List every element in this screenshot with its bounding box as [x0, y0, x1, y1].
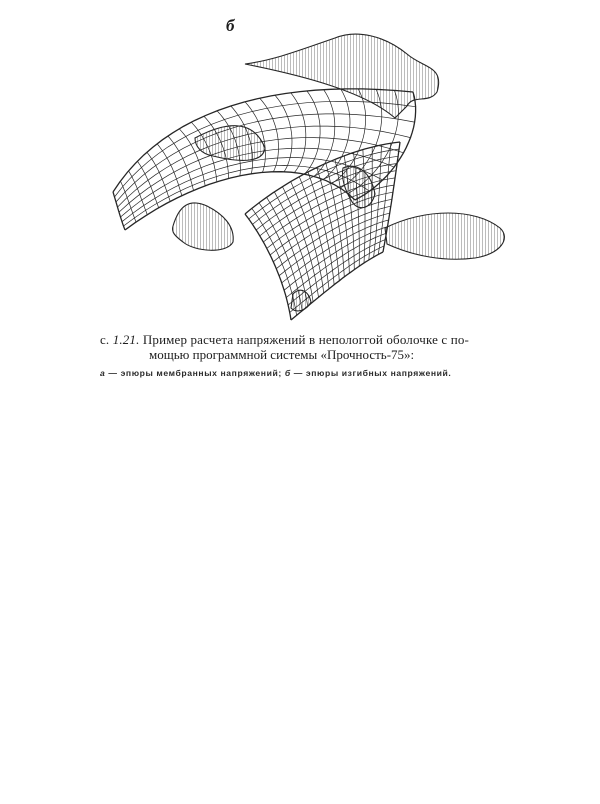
caption-prefix: с. [100, 332, 110, 347]
caption-number: 1.21. [112, 332, 140, 347]
legend-a-text: — эпюры мембранных напряжений; [108, 368, 282, 378]
back-shell-sheet-u-line [304, 91, 320, 174]
panel-label: б [226, 16, 235, 35]
epure-right-blade [385, 213, 504, 259]
front-shell-sheet-v-line [286, 233, 386, 297]
back-shell-sheet-u-line [168, 136, 194, 190]
legend-b-text: — эпюры изгибных напряжений. [293, 368, 452, 378]
shell-stress-figure [95, 30, 515, 330]
caption-text-1: Пример расчета напряжений в непологгой оболочке с по- [142, 332, 469, 347]
caption-line-1 [100, 332, 510, 347]
caption-legend [100, 366, 510, 381]
caption-line-2: мощью программной системы «Прочность-75»: [149, 347, 415, 362]
back-shell-sheet-u-line [291, 93, 306, 173]
front-shell-sheet-v-line [253, 156, 399, 224]
front-shell-sheet-v-line [291, 252, 383, 320]
back-shell-sheet-u-line [113, 192, 125, 230]
front-shell-sheet-v-line [249, 149, 399, 219]
epure-top [245, 34, 439, 118]
legend-a-key: а [100, 368, 106, 378]
figure-caption [100, 332, 510, 381]
epure-left [172, 203, 233, 250]
back-shell-sheet [113, 89, 416, 230]
legend-b-key: б [284, 368, 291, 378]
